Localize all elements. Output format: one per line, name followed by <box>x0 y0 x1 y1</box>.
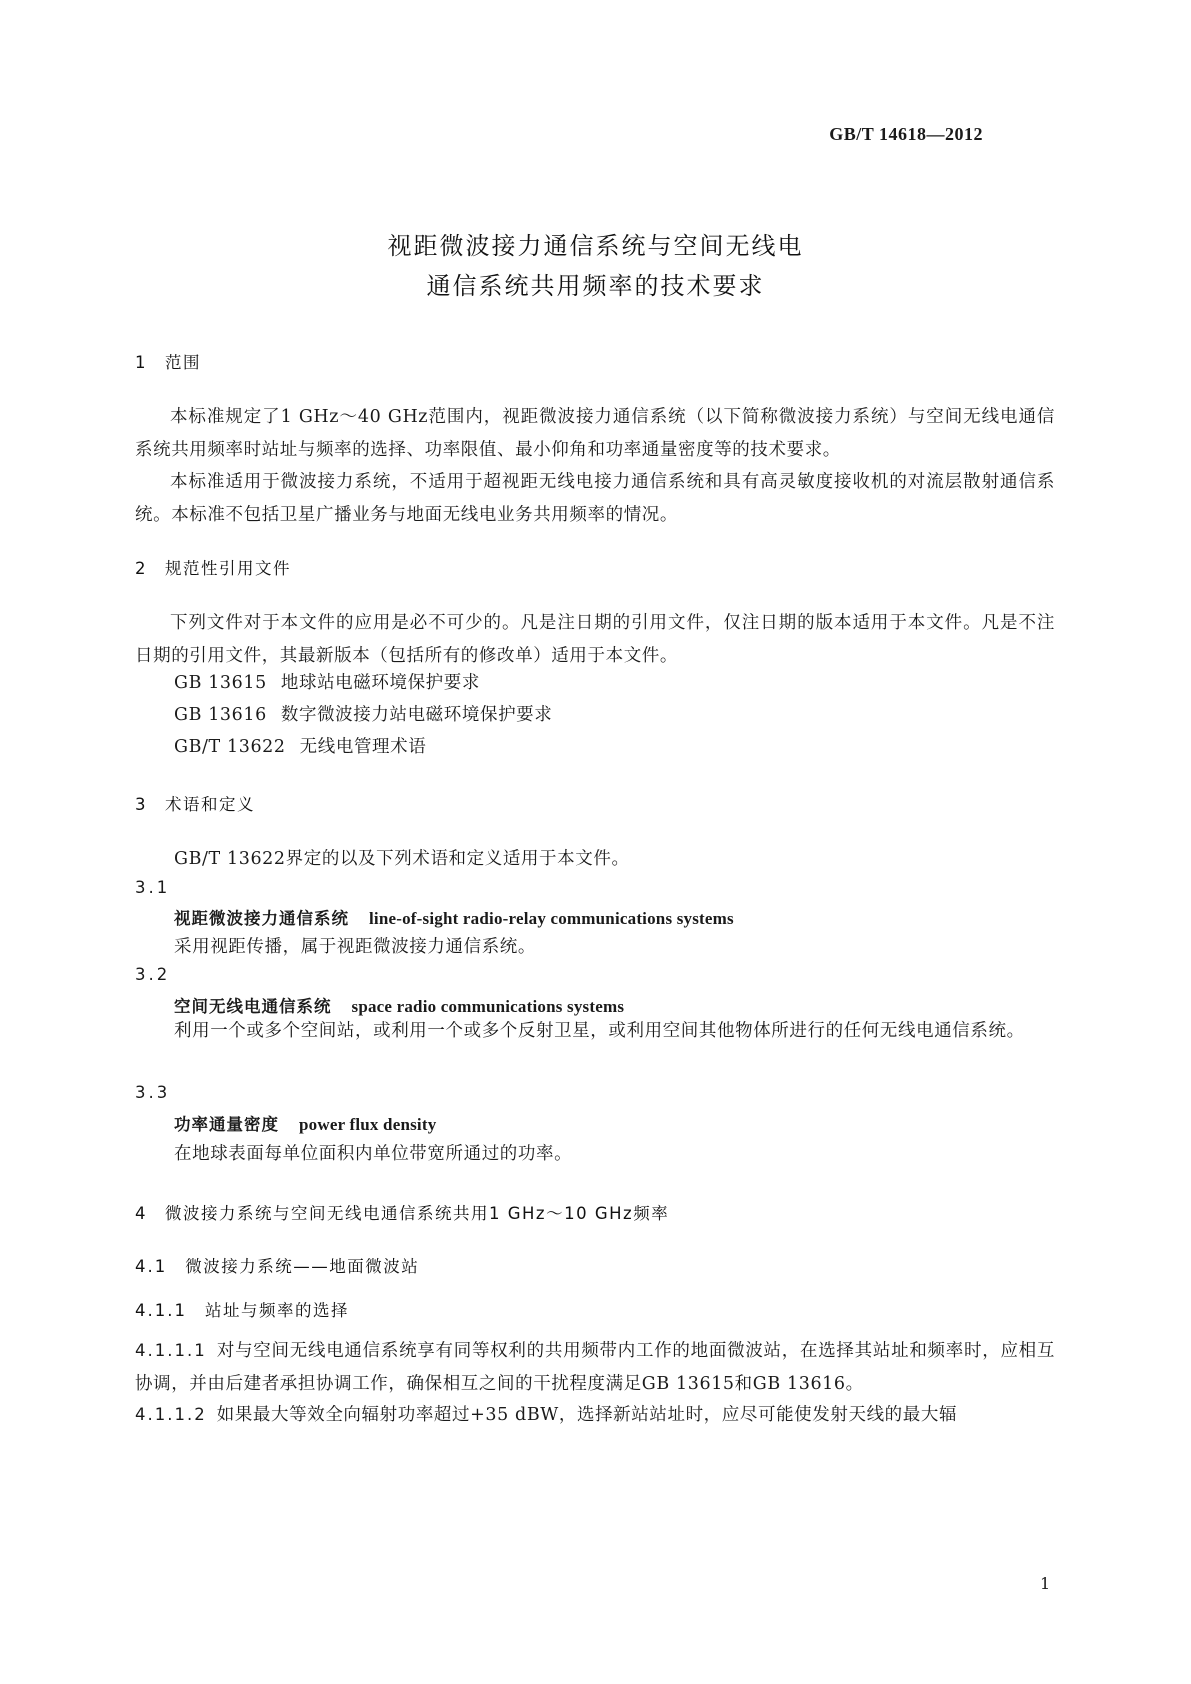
reference-code: GB/T 13622 <box>174 737 286 757</box>
section-heading-1 <box>135 349 201 373</box>
term-zh: 功率通量密度 <box>174 1115 279 1134</box>
title-line-2: 通信系统共用频率的技术要求 <box>426 272 765 300</box>
standard-number: GB/T 14618—2012 <box>829 124 983 144</box>
clause-4-1-1-1 <box>135 1335 1055 1400</box>
term-en: power flux density <box>299 1115 437 1134</box>
subsection-number: 4.1.1 <box>135 1301 187 1320</box>
section-title: 微波接力系统与空间无线电通信系统共用1 GHz～10 GHz频率 <box>165 1204 670 1223</box>
clause-number: 4.1.1.1 <box>135 1341 207 1360</box>
term-en: line-of-sight radio-relay communications systems <box>369 909 734 928</box>
clause-text: 对与空间无线电通信系统享有同等权利的共用频带内工作的地面微波站，在选择其站址和频率时，应相互协调，并由后建者承担协调工作，确保相互之间的干扰程度满足GB 13615和GB 13616。 <box>135 1341 1055 1394</box>
section-1-body <box>135 401 1055 531</box>
subsection-heading-4-1-1 <box>135 1297 349 1321</box>
term-entry <box>174 1111 436 1135</box>
page-number: 1 <box>1040 1574 1051 1593</box>
section-2-body <box>135 607 1055 672</box>
document-title <box>0 226 1191 306</box>
reference-item <box>174 701 552 726</box>
subsection-title: 站址与频率的选择 <box>204 1301 349 1320</box>
reference-title: 无线电管理术语 <box>299 737 427 757</box>
section-title: 范围 <box>165 353 201 372</box>
paragraph <box>135 1399 1055 1432</box>
reference-item <box>174 733 426 758</box>
reference-item <box>174 669 480 694</box>
term-definition: 在地球表面每单位面积内单位带宽所通过的功率。 <box>174 1144 573 1164</box>
subsection-title: 微波接力系统——地面微波站 <box>185 1257 420 1276</box>
paragraph: 本标准适用于微波接力系统，不适用于超视距无线电接力通信系统和具有高灵敏度接收机的对流层散射通信系统。本标准不包括卫星广播业务与地面无线电业务共用频率的情况。 <box>135 472 1055 525</box>
reference-code: GB 13616 <box>174 705 267 725</box>
term-number: 3.1 <box>135 878 171 897</box>
paragraph: 下列文件对于本文件的应用是必不可少的。凡是注日期的引用文件，仅注日期的版本适用于本文件。凡是不注日期的引用文件，其最新版本（包括所有的修改单）适用于本文件。 <box>135 613 1055 666</box>
term-entry <box>174 905 734 929</box>
subsection-number: 4.1 <box>135 1257 168 1276</box>
section-heading-3 <box>135 791 255 815</box>
clause-text: 如果最大等效全向辐射功率超过+35 dBW，选择新站站址时，应尽可能使发射天线的最大辐 <box>216 1405 958 1425</box>
term-number: 3.2 <box>135 965 171 984</box>
term-definition: 采用视距传播，属于视距微波接力通信系统。 <box>174 937 536 957</box>
term-entry <box>174 993 624 1017</box>
section-heading-2 <box>135 555 291 579</box>
paragraph <box>135 1335 1055 1400</box>
term-zh: 空间无线电通信系统 <box>174 997 332 1016</box>
clause-number: 4.1.1.2 <box>135 1405 207 1424</box>
section-number: 3 <box>135 795 147 814</box>
section-heading-4 <box>135 1200 669 1224</box>
paragraph: 利用一个或多个空间站，或利用一个或多个反射卫星，或利用空间其他物体所进行的任何无线电通信系统。 <box>174 1021 1025 1041</box>
term-en: space radio communications systems <box>351 997 625 1016</box>
term-number: 3.3 <box>135 1083 171 1102</box>
paragraph: 本标准规定了1 GHz～40 GHz范围内，视距微波接力通信系统（以下简称微波接力系统）与空间无线电通信系统共用频率时站址与频率的选择、功率限值、最小仰角和功率通量密度等的技术要求。 <box>135 407 1055 460</box>
term-definition <box>135 1015 1055 1048</box>
section-title: 规范性引用文件 <box>165 559 291 578</box>
reference-title: 数字微波接力站电磁环境保护要求 <box>280 705 553 725</box>
section-number: 2 <box>135 559 147 578</box>
term-zh: 视距微波接力通信系统 <box>174 909 349 928</box>
reference-title: 地球站电磁环境保护要求 <box>280 673 480 693</box>
terms-intro: GB/T 13622界定的以及下列术语和定义适用于本文件。 <box>174 849 630 869</box>
subsection-heading-4-1 <box>135 1253 419 1277</box>
title-line-1: 视距微波接力通信系统与空间无线电 <box>387 232 804 260</box>
section-title: 术语和定义 <box>165 795 255 814</box>
clause-4-1-1-2 <box>135 1399 1055 1432</box>
section-number: 4 <box>135 1204 147 1223</box>
reference-code: GB 13615 <box>174 673 267 693</box>
section-number: 1 <box>135 353 147 372</box>
